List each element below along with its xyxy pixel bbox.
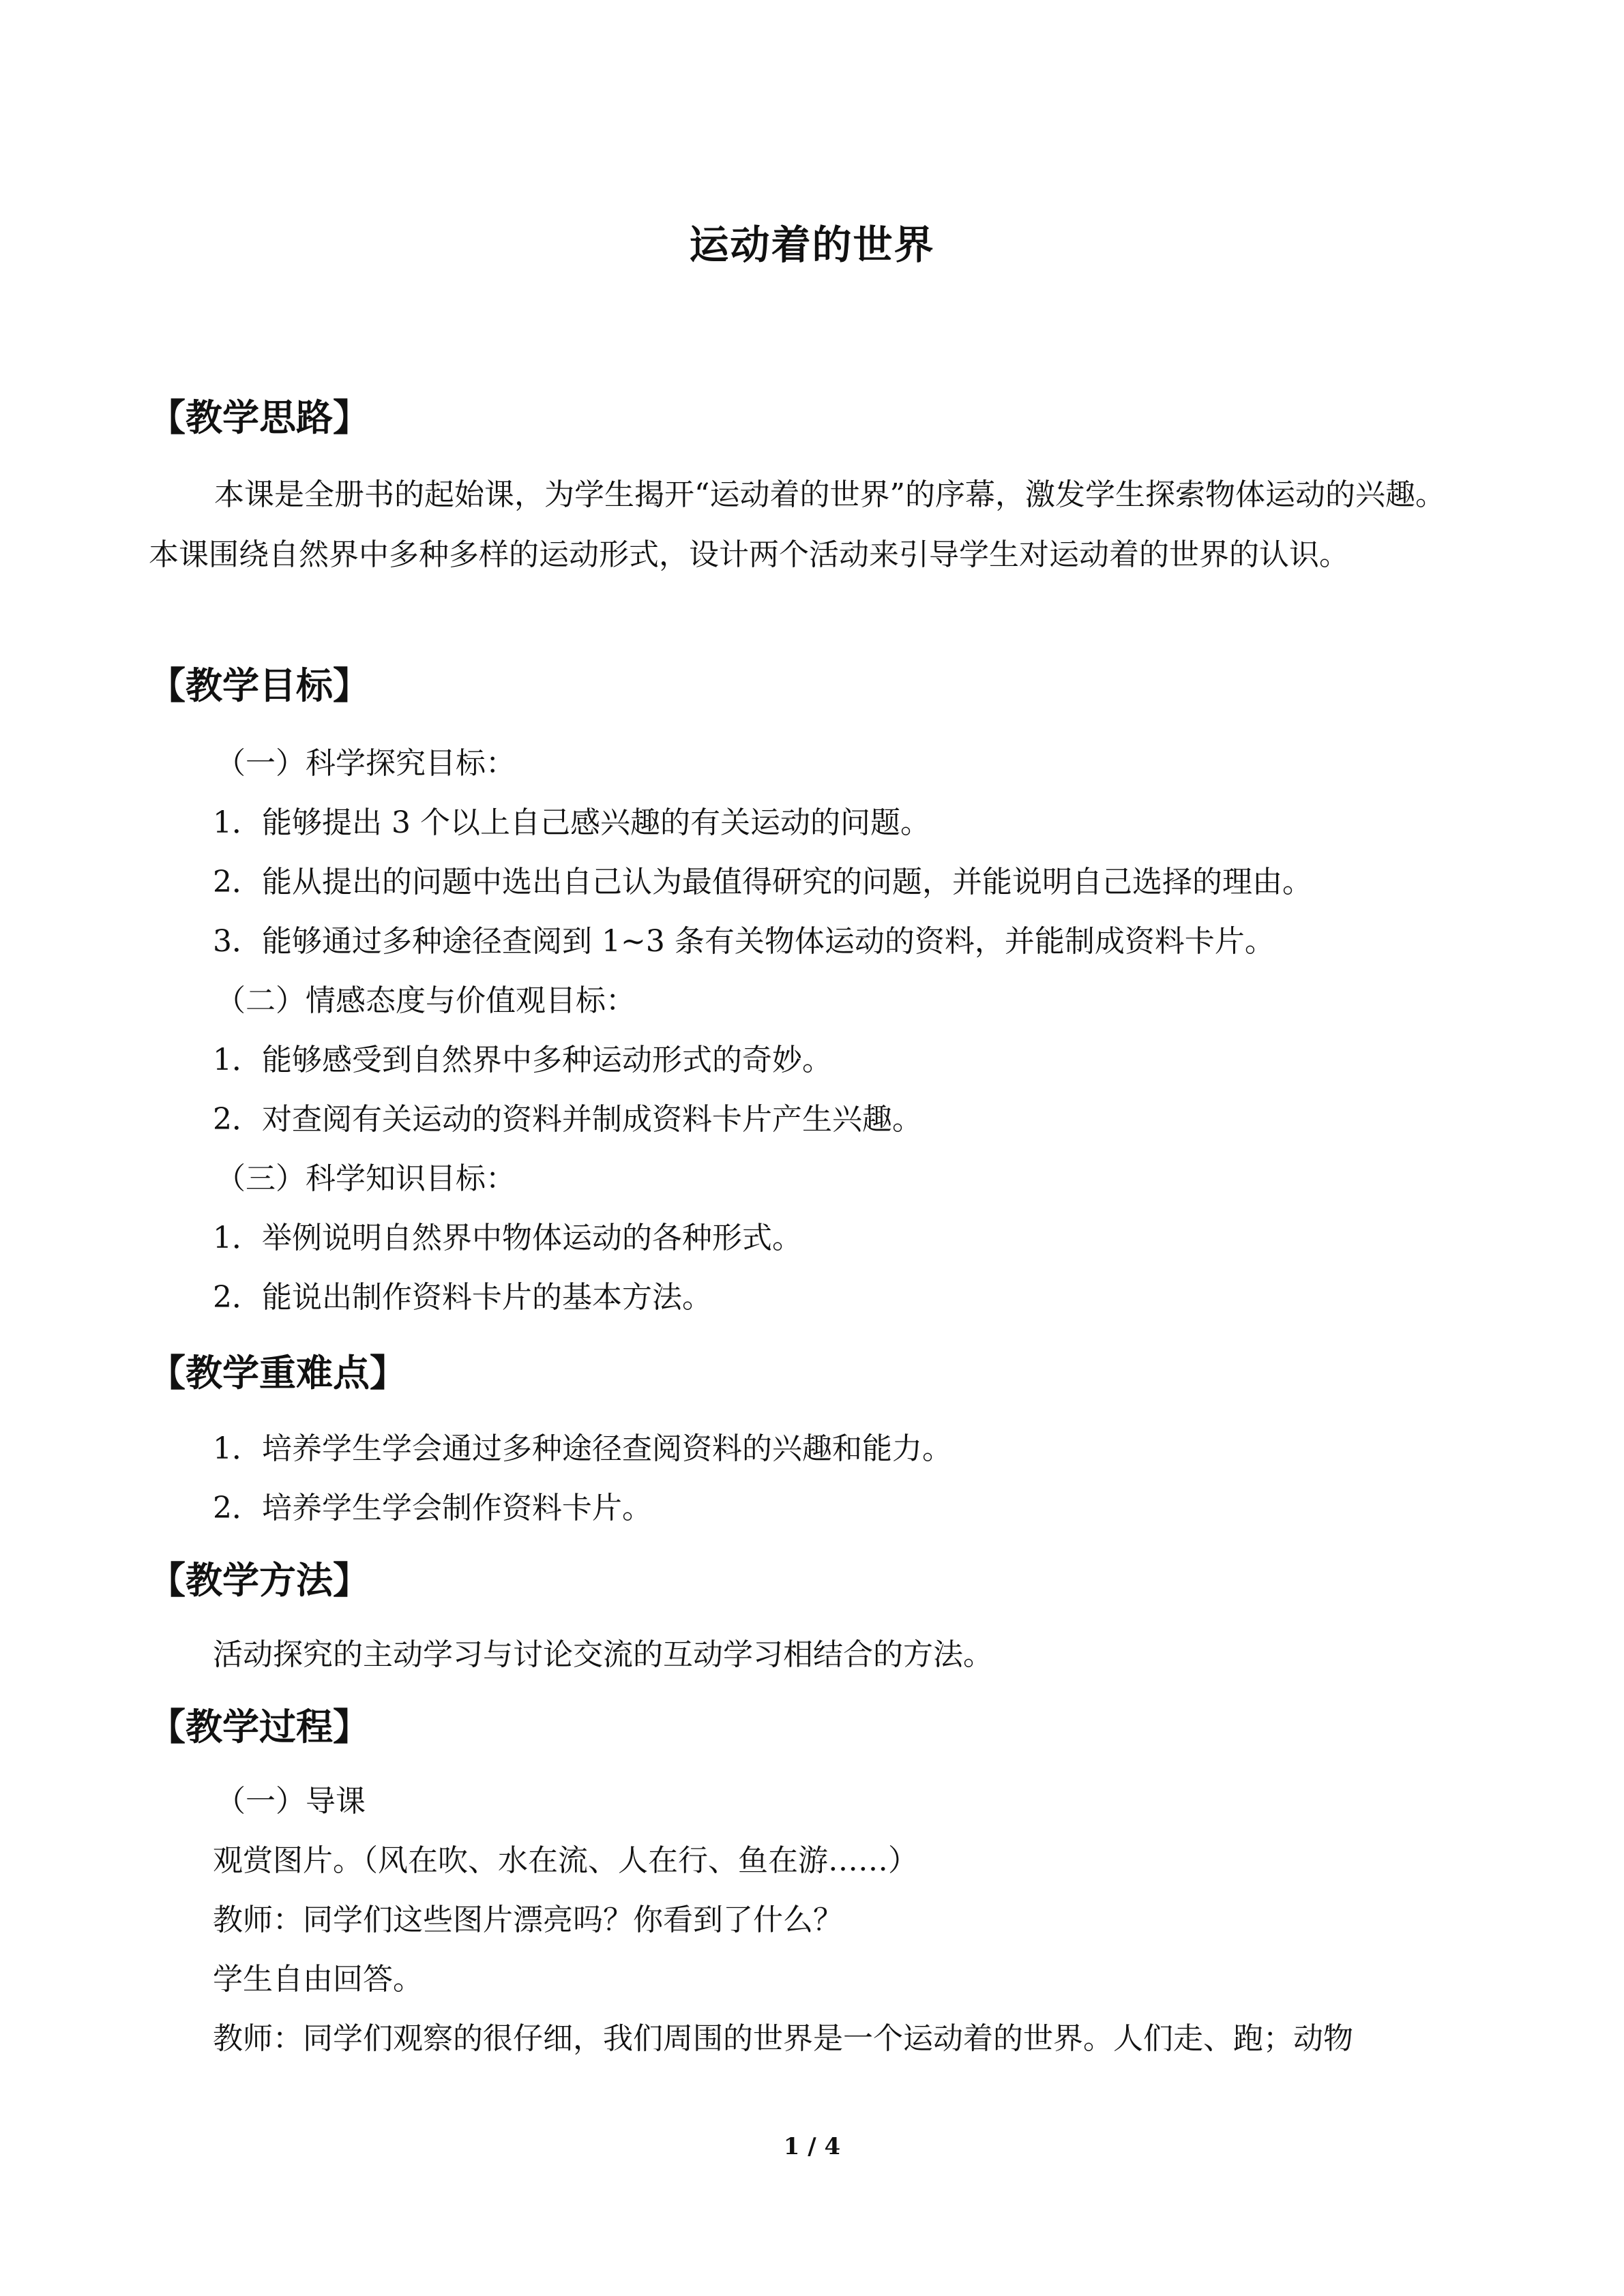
goal-item: 2．能说出制作资料卡片的基本方法。 — [213, 1280, 712, 1315]
goal-item: 2．对查阅有关运动的资料并制成资料卡片产生兴趣。 — [213, 1102, 922, 1137]
goal-item: 1．举例说明自然界中物体运动的各种形式。 — [213, 1221, 802, 1255]
goal-item: 2．能从提出的问题中选出自己认为最值得研究的问题，并能说明自己选择的理由。 — [213, 865, 1312, 899]
process-line: 教师：同学们观察的很仔细，我们周围的世界是一个运动着的世界。人们走、跑；动物 — [213, 2021, 1353, 2056]
process-line: 教师：同学们这些图片漂亮吗？你看到了什么？ — [213, 1903, 843, 1937]
document-title: 运动着的世界 — [689, 222, 935, 268]
teaching-idea-paragraph: 本课是全册书的起始课，为学生揭开“运动着的世界”的序幕，激发学生探索物体运动的兴趣。本课围绕自然界中多种多样的运动形式，设计两个活动来引导学生对运动着的世界的认识。 — [149, 477, 1445, 572]
goal-item: 1．能够提出 3 个以上自己感兴趣的有关运动的问题。 — [213, 805, 930, 840]
goal-subheading-emotion-values: （二）情感态度与价值观目标： — [216, 983, 636, 1018]
section-heading-teaching-goals: 【教学目标】 — [149, 664, 370, 707]
process-subheading-intro: （一）导课 — [216, 1784, 366, 1819]
key-point-item: 2．培养学生学会制作资料卡片。 — [213, 1491, 652, 1525]
section-heading-teaching-process: 【教学过程】 — [149, 1705, 370, 1748]
process-line: 学生自由回答。 — [213, 1962, 423, 1997]
section-heading-key-difficulties: 【教学重难点】 — [149, 1352, 407, 1395]
section-heading-teaching-idea: 【教学思路】 — [149, 396, 370, 439]
goal-item: 3．能够通过多种途径查阅到 1~3 条有关物体运动的资料，并能制成资料卡片。 — [213, 924, 1275, 959]
section-heading-teaching-method: 【教学方法】 — [149, 1559, 370, 1602]
goal-item: 1．能够感受到自然界中多种运动形式的奇妙。 — [213, 1043, 832, 1077]
goal-subheading-science-inquiry: （一）科学探究目标： — [216, 746, 516, 781]
page-number: 1 / 4 — [783, 2133, 841, 2160]
key-point-item: 1．培养学生学会通过多种途径查阅资料的兴趣和能力。 — [213, 1431, 952, 1466]
goal-subheading-science-knowledge: （三）科学知识目标： — [216, 1161, 516, 1196]
teaching-method-paragraph: 活动探究的主动学习与讨论交流的互动学习相结合的方法。 — [213, 1637, 993, 1672]
process-line: 观赏图片。（风在吹、水在流、人在行、鱼在游……） — [213, 1843, 918, 1878]
